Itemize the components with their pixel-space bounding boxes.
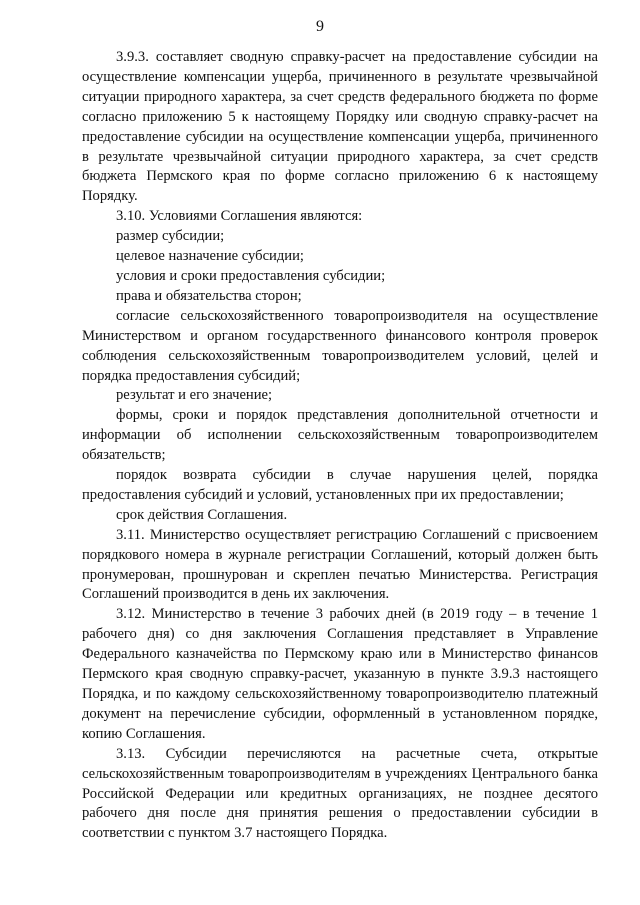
paragraph-3-13: 3.13. Субсидии перечисляются на расчетные счета, открытые сельскохозяйственным товаропроизводителям в учреждениях Центрального банка Российской Федерации или кредитных организациях, не позднее десятого рабочего дня после дня принятия решения о предоставлении субсидии в соответствии с пунктом 3.7 настоящего Порядка.	[82, 745, 598, 842]
document-body	[82, 48, 598, 844]
condition-item-refund: порядок возврата субсидии в случае нарушения целей, порядка предоставления субсидий и условий, установленных при их предоставлении;	[82, 467, 598, 503]
paragraph-3-12: 3.12. Министерство в течение 3 рабочих дней (в 2019 году – в течение 1 рабочего дня) со дня заключения Соглашения представляет в Управление Федерального казначейства по Пермскому краю или в Министерство финансов Пермского края сводную справку-расчет, указанную в пункте 3.9.3 настоящего Порядка, и по каждому сельскохозяйственному товаропроизводителю платежный документ на перечисление субсидии, оформленный в установленном порядке, копию Соглашения.	[82, 606, 598, 742]
condition-item-duration: срок действия Соглашения.	[116, 506, 288, 523]
paragraph-3-11: 3.11. Министерство осуществляет регистрацию Соглашений с присвоением порядкового номера в журнале регистрации Соглашений, который должен быть пронумерован, прошнурован и скреплен печатью Министерства. Регистрация Соглашений производится в день их заключения.	[82, 526, 598, 603]
condition-item-reporting: формы, сроки и порядок представления дополнительной отчетности и информации об исполнении сельскохозяйственным товаропроизводителем обязательств;	[82, 407, 598, 464]
condition-item-rights: права и обязательства сторон;	[116, 287, 302, 304]
condition-item-purpose: целевое назначение субсидии;	[116, 248, 304, 265]
condition-item-terms: условия и сроки предоставления субсидии;	[116, 267, 386, 284]
paragraph-3-9-3: 3.9.3. составляет сводную справку-расчет на предоставление субсидии на осуществление компенсации ущерба, причиненного в результате чрезвычайной ситуации природного характера, за счет средств федерального бюджета по форме согласно приложению 5 к настоящему Порядку или сводную справку-расчет на предоставление субсидии на осуществление компенсации ущерба, причиненного в результате чрезвычайной ситуации природного характера, за счет средств бюджета Пермского края по форме согласно приложению 6 к настоящему Порядку.	[82, 49, 598, 205]
page-number: 9	[316, 18, 324, 35]
condition-item-consent: согласие сельскохозяйственного товаропроизводителя на осуществление Министерством и органом государственного финансового контроля проверок соблюдения сельскохозяйственным товаропроизводителем условий, целей и порядка предоставления субсидий;	[82, 307, 598, 384]
condition-item-subsidy-size: размер субсидии;	[116, 228, 225, 245]
condition-item-result: результат и его значение;	[116, 387, 273, 404]
paragraph-3-10-heading: 3.10. Условиями Соглашения являются:	[116, 208, 363, 225]
